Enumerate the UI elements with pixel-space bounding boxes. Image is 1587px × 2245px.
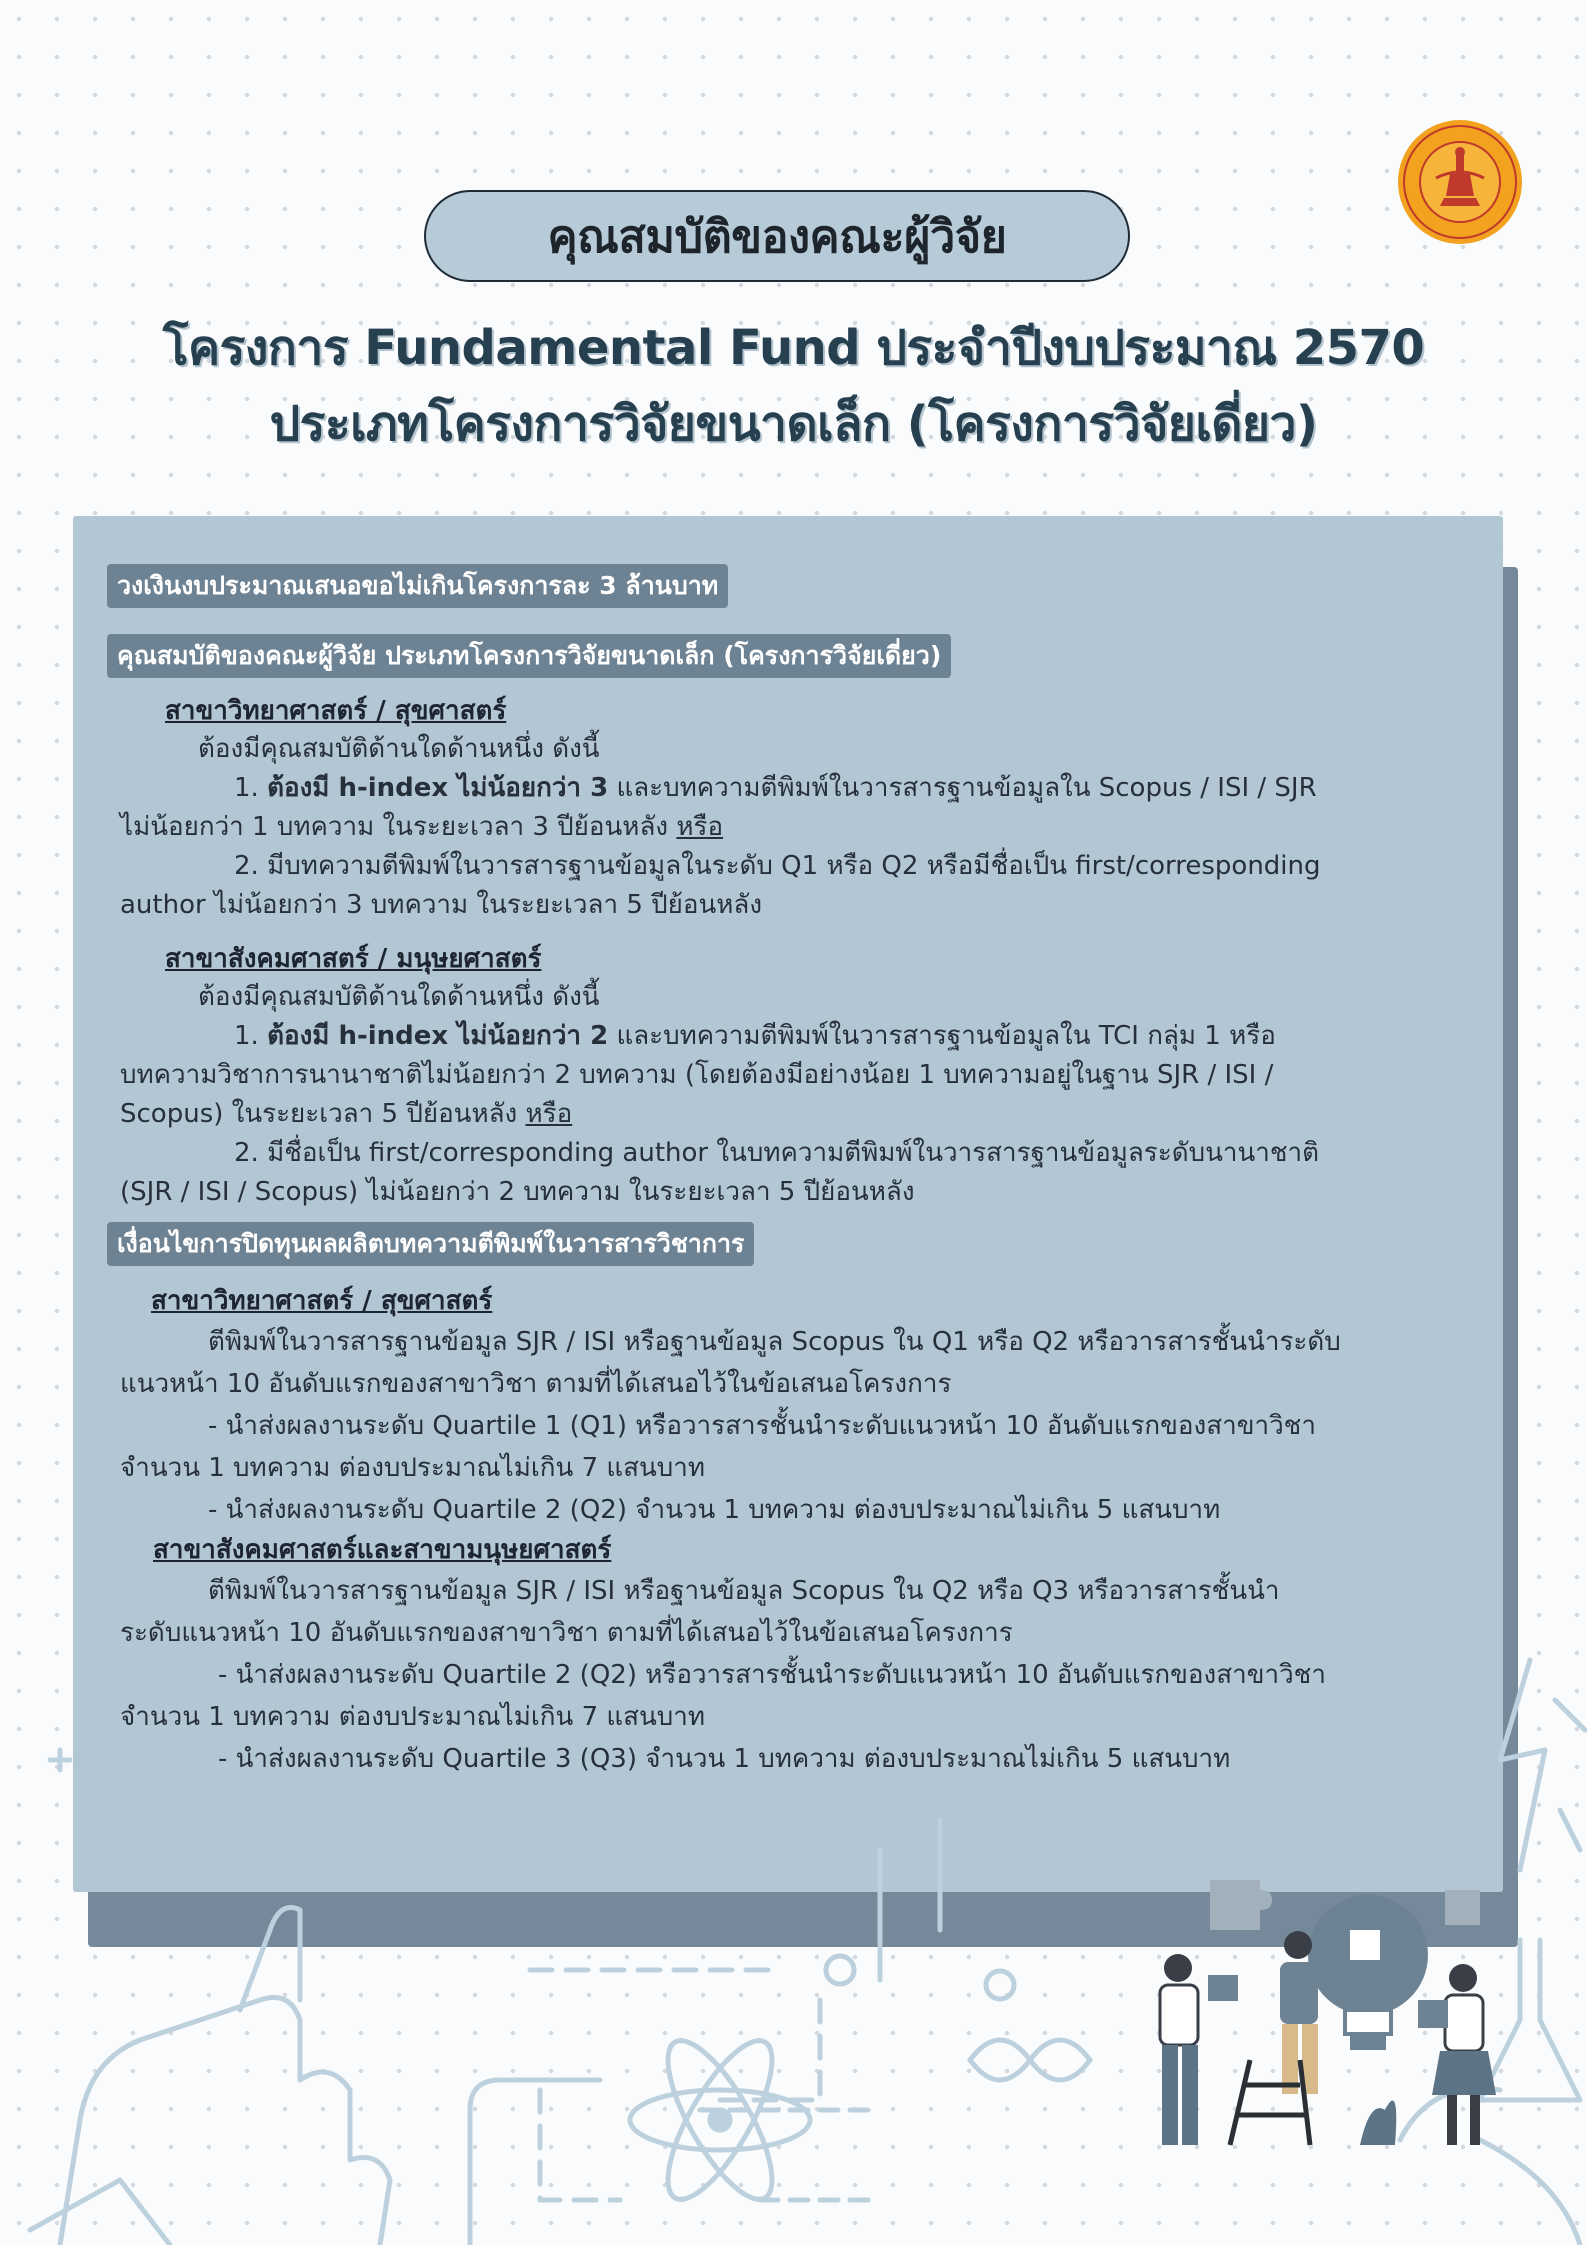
cond-social-line-4: จำนวน 1 บทความ ต่องบประมาณไม่เกิน 7 แสนบาท [120, 1702, 706, 1732]
conditions-header: เงื่อนไขการปิดทุนผลผลิตบทความตีพิมพ์ในวารสารวิชาการ [107, 1222, 754, 1266]
social-item-1-cont-2: Scopus) ในระยะเวลา 5 ปีย้อนหลัง หรือ [120, 1099, 573, 1129]
page-title-line-1: โครงการ Fundamental Fund ประจำปีงบประมาณ 2570 [162, 320, 1425, 376]
cond-science-line-5: - นำส่งผลงานระดับ Quartile 2 (Q2) จำนวน 1 บทความ ต่องบประมาณไม่เกิน 5 แสนบาท [208, 1495, 1221, 1525]
social-item-1: 1. ต้องมี h-index ไม่น้อยกว่า 2 และบทความตีพิมพ์ในวารสารฐานข้อมูลใน TCI กลุ่ม 1 หรือ [234, 1021, 1276, 1051]
qualification-header: คุณสมบัติของคณะผู้วิจัย ประเภทโครงการวิจัยขนาดเล็ก (โครงการวิจัยเดี่ยว) [107, 634, 951, 678]
university-seal-logo [1396, 118, 1524, 246]
cond-social-line-3: - นำส่งผลงานระดับ Quartile 2 (Q2) หรือวารสารชั้นนำระดับแนวหน้า 10 อันดับแรกของสาขาวิชา [218, 1660, 1326, 1690]
page-title-line-2: ประเภทโครงการวิจัยขนาดเล็ก (โครงการวิจัยเดี่ยว) [269, 396, 1318, 452]
cond-science-line-1: ตีพิมพ์ในวารสารฐานข้อมูล SJR / ISI หรือฐานข้อมูล Scopus ใน Q1 หรือ Q2 หรือวารสารชั้นนำระดับ [208, 1327, 1341, 1357]
science-item-2: 2. มีบทความตีพิมพ์ในวารสารฐานข้อมูลในระดับ Q1 หรือ Q2 หรือมีชื่อเป็น first/corresponding [234, 851, 1321, 881]
social-item-2-cont: (SJR / ISI / Scopus) ไม่น้อยกว่า 2 บทความ ในระยะเวลา 5 ปีย้อนหลัง [120, 1177, 915, 1207]
cond-social-line-5: - นำส่งผลงานระดับ Quartile 3 (Q3) จำนวน 1 บทความ ต่องบประมาณไม่เกิน 5 แสนบาท [218, 1744, 1231, 1774]
science-item-2-cont: author ไม่น้อยกว่า 3 บทความ ในระยะเวลา 5 ปีย้อนหลัง [120, 890, 763, 920]
science-heading: สาขาวิทยาศาสตร์ / สุขศาสตร์ [165, 696, 507, 726]
cond-science-line-3: - นำส่งผลงานระดับ Quartile 1 (Q1) หรือวารสารชั้นนำระดับแนวหน้า 10 อันดับแรกของสาขาวิชา [208, 1411, 1316, 1441]
science-item-1-cont: ไม่น้อยกว่า 1 บทความ ในระยะเวลา 3 ปีย้อนหลัง หรือ [120, 812, 724, 842]
budget-banner: วงเงินงบประมาณเสนอขอไม่เกินโครงการละ 3 ล้านบาท [107, 564, 728, 608]
social-intro: ต้องมีคุณสมบัติด้านใดด้านหนึ่ง ดังนี้ [198, 982, 600, 1012]
cond-social-line-2: ระดับแนวหน้า 10 อันดับแรกของสาขาวิชา ตามที่ได้เสนอไว้ในข้อเสนอโครงการ [120, 1618, 1013, 1648]
science-item-1: 1. ต้องมี h-index ไม่น้อยกว่า 3 และบทความตีพิมพ์ในวารสารฐานข้อมูลใน Scopus / ISI / SJR [234, 773, 1317, 803]
cond-science-line-2: แนวหน้า 10 อันดับแรกของสาขาวิชา ตามที่ได้เสนอไว้ในข้อเสนอโครงการ [120, 1369, 952, 1399]
social-item-1-cont: บทความวิชาการนานาชาติไม่น้อยกว่า 2 บทความ (โดยต้องมีอย่างน้อย 1 บทความอยู่ในฐาน SJR / ISI / [120, 1060, 1274, 1090]
social-heading: สาขาสังคมศาสตร์ / มนุษยศาสตร์ [165, 944, 542, 974]
cond-science-heading: สาขาวิทยาศาสตร์ / สุขศาสตร์ [151, 1286, 493, 1316]
social-item-2: 2. มีชื่อเป็น first/corresponding author ในบทความตีพิมพ์ในวารสารฐานข้อมูลระดับนานาชาติ [234, 1138, 1319, 1168]
cond-social-heading: สาขาสังคมศาสตร์และสาขามนุษยศาสตร์ [153, 1535, 612, 1565]
cond-science-line-4: จำนวน 1 บทความ ต่องบประมาณไม่เกิน 7 แสนบาท [120, 1453, 706, 1483]
research-team-illustration [0, 1640, 1587, 2245]
cond-social-line-1: ตีพิมพ์ในวารสารฐานข้อมูล SJR / ISI หรือฐานข้อมูล Scopus ใน Q2 หรือ Q3 หรือวารสารชั้นนำ [208, 1576, 1280, 1606]
page-heading-pill: คุณสมบัติของคณะผู้วิจัย [424, 190, 1130, 282]
science-intro: ต้องมีคุณสมบัติด้านใดด้านหนึ่ง ดังนี้ [198, 734, 600, 764]
